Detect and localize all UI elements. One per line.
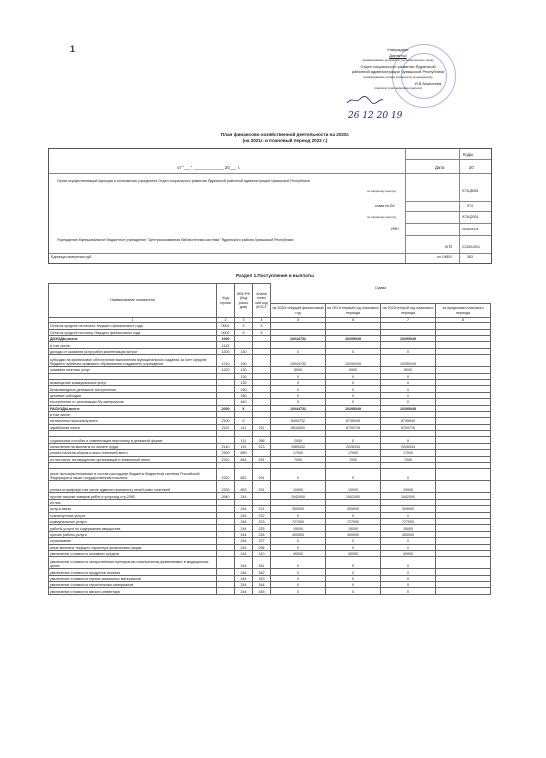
- row-value-cell: 0: [271, 512, 326, 518]
- row-name-cell: работы,услуги по содержанию имущества: [49, 525, 217, 531]
- row-value-cell: 0: [381, 469, 436, 481]
- col-header-code: Код строки: [217, 284, 235, 318]
- section-title: Раздел 1.Поступления и выплаты: [236, 273, 314, 278]
- row-value-cell: 8494732: [271, 418, 326, 424]
- kpp-value: 213901001: [462, 245, 480, 249]
- row-value-cell: 291: [253, 481, 271, 493]
- glava-label: глава по БК: [375, 204, 395, 208]
- table-row: [49, 355, 491, 367]
- row-name-cell: увеличение стоимости продуктов питания: [49, 569, 217, 575]
- row-value-cell: 17000: [326, 450, 381, 456]
- row-name-cell: Остаток средств на начало текущего финансового года: [49, 323, 217, 329]
- col-header-beyond: за пределами планового периода: [436, 304, 491, 318]
- row-value-cell: 0: [381, 588, 436, 594]
- row-name-cell: увеличение стоимости строительных материалов: [49, 582, 217, 588]
- row-value-cell: 0: [381, 348, 436, 354]
- glava-value: 974: [467, 204, 473, 208]
- row-value-cell: 0: [326, 582, 381, 588]
- row-value-cell: 0: [271, 557, 326, 569]
- row-value-cell: 850: [235, 450, 253, 456]
- row-value-cell: 343: [253, 575, 271, 581]
- row-value-cell: 310: [253, 550, 271, 556]
- row-value-cell: Х: [235, 405, 253, 411]
- row-name-cell: социальные пособия и компенсации персоналу в денежной форме: [49, 437, 217, 443]
- codes-label: Коды: [463, 152, 474, 157]
- row-value-cell: 244: [235, 525, 253, 531]
- row-value-cell: [436, 469, 491, 481]
- row-value-cell: 0: [381, 399, 436, 405]
- col-number: 6: [326, 318, 381, 323]
- row-name-cell: ДОХОДЫ,всего:: [49, 335, 217, 341]
- row-value-cell: 727000: [326, 518, 381, 524]
- row-value-cell: 15000: [381, 525, 436, 531]
- row-name-cell: доходы от оказания услуг,работ,компенсации затрат: [49, 348, 217, 354]
- row-value-cell: 341: [253, 557, 271, 569]
- approval-date: 26 12 20 19: [348, 111, 403, 121]
- row-value-cell: 0: [271, 348, 326, 354]
- row-value-cell: 0: [326, 469, 381, 481]
- svr-label: по сводному реестру: [367, 189, 397, 193]
- plan-title: [170, 132, 400, 144]
- row-value-cell: [436, 355, 491, 367]
- row-value-cell: 0: [326, 575, 381, 581]
- header-block: [48, 148, 492, 264]
- row-value-cell: 2026334: [381, 443, 436, 449]
- unit-label: Единица измерения руб: [51, 255, 92, 259]
- row-value-cell: 10290049: [326, 355, 381, 367]
- row-value-cell: 0: [271, 379, 326, 385]
- row-value-cell: [436, 557, 491, 569]
- col-number: 7: [381, 318, 436, 323]
- row-value-cell: 6709715: [381, 424, 436, 430]
- row-value-cell: 10290049: [381, 355, 436, 367]
- row-value-cell: 0: [326, 538, 381, 544]
- okei-value: 383: [467, 255, 473, 259]
- row-value-cell: 244: [235, 512, 253, 518]
- row-value-cell: 0: [271, 373, 326, 379]
- row-name-cell: увеличение стоимости горюче-смазочных материалов: [49, 575, 217, 581]
- row-value-cell: 10044732: [271, 405, 326, 411]
- row-value-cell: 40000: [381, 550, 436, 556]
- row-value-cell: 7000: [381, 456, 436, 462]
- row-value-cell: 10295049: [326, 405, 381, 411]
- row-name-cell: увеличение стоимости мягкого инвентаря: [49, 588, 217, 594]
- row-value-cell: 40000: [271, 550, 326, 556]
- row-name-cell: целевые субсидии: [49, 392, 217, 398]
- row-value-cell: 244: [235, 518, 253, 524]
- row-value-cell: Х: [235, 418, 253, 424]
- approval-line: (подпись) (расшифровка подписи): [374, 86, 422, 91]
- row-value-cell: 223: [253, 518, 271, 524]
- row-name-cell: РАСХОДЫ,всего:: [49, 405, 217, 411]
- row-value-cell: 0: [271, 582, 326, 588]
- row-name-cell: в том числе:: [49, 411, 217, 417]
- row-value-cell: 0: [381, 386, 436, 392]
- row-value-cell: 10000: [326, 481, 381, 493]
- col-number: 1: [49, 318, 217, 323]
- row-value-cell: 0: [271, 575, 326, 581]
- institution-label: Учреждение Муниципальное бюджетное учреждение "Централизованная библиотечная система" Ядринского района Чувашской Республики: [57, 238, 294, 242]
- date-line: от "___" _____________ 20___ г.: [177, 165, 240, 170]
- row-name-cell: начисления на выплаты по оплате труда: [49, 443, 217, 449]
- row-value-cell: Х: [235, 329, 253, 335]
- table-row: [49, 469, 491, 481]
- row-value-cell: 244: [235, 544, 253, 550]
- row-value-cell: 305000: [271, 506, 326, 512]
- row-value-cell: 8735049: [381, 418, 436, 424]
- row-value-cell: 244: [235, 506, 253, 512]
- col-number: 2: [217, 318, 235, 323]
- row-value-cell: 400000: [381, 531, 436, 537]
- row-value-cell: 400000: [326, 531, 381, 537]
- row-value-cell: 0: [326, 386, 381, 392]
- approval-line: Утверждаю:: [386, 47, 410, 52]
- row-value-cell: 0: [326, 348, 381, 354]
- row-value-cell: 10295049: [381, 335, 436, 341]
- row-value-cell: 291: [253, 456, 271, 462]
- row-value-cell: 244: [235, 582, 253, 588]
- row-value-cell: 400000: [271, 531, 326, 537]
- row-name-cell: из них:налог на имущество организаций и земельный налог: [49, 456, 217, 462]
- handwritten-signature: [345, 95, 385, 105]
- table-row: [49, 588, 491, 594]
- row-name-cell: поступления от реализации б/у материалов: [49, 399, 217, 405]
- row-value-cell: 2320: [217, 469, 235, 481]
- row-value-cell: 225: [253, 525, 271, 531]
- row-value-cell: 2100: [217, 418, 235, 424]
- row-value-cell: 10000: [381, 481, 436, 493]
- row-value-cell: 851: [235, 456, 253, 462]
- row-value-cell: 0: [271, 469, 326, 481]
- row-name-cell: уплата штрафов(в том числе административных),пеней,иных платежей: [49, 481, 217, 493]
- row-value-cell: 440: [235, 399, 253, 405]
- row-value-cell: 0: [381, 575, 436, 581]
- row-value-cell: 10044732: [271, 335, 326, 341]
- row-name-cell: оказания платных услуг: [49, 367, 217, 373]
- col-header-2021: на 2021г.первый год планового периода: [326, 304, 381, 318]
- row-value-cell: 15000: [271, 525, 326, 531]
- row-value-cell: 8735049: [326, 418, 381, 424]
- inn-label: ИНН: [391, 227, 399, 231]
- row-name-cell: субсидии на финансовое обеспечение выполнения муниципального задания за счет средств бюджета публично-правового образования,создавшего учреждение: [49, 355, 217, 367]
- row-value-cell: 0: [326, 399, 381, 405]
- row-value-cell: 0: [381, 512, 436, 518]
- row-value-cell: 244: [235, 575, 253, 581]
- row-value-cell: 226: [253, 531, 271, 537]
- col-number: 8: [436, 318, 491, 323]
- row-value-cell: 853: [235, 481, 253, 493]
- row-value-cell: 2300: [217, 450, 235, 456]
- row-value-cell: 0: [381, 538, 436, 544]
- approval-line: И.В.Моисеева: [414, 80, 442, 86]
- row-value-cell: 130: [235, 355, 253, 367]
- row-value-cell: 211: [253, 424, 271, 430]
- row-value-cell: 5000: [381, 367, 436, 373]
- row-value-cell: 244: [235, 569, 253, 575]
- row-value-cell: 0: [381, 392, 436, 398]
- row-value-cell: 0: [326, 544, 381, 550]
- row-name-cell: в том числе:: [49, 342, 217, 348]
- page-number: 1: [70, 44, 76, 54]
- col-number: 5: [271, 318, 326, 323]
- row-value-cell: [436, 481, 491, 493]
- row-value-cell: 244: [235, 538, 253, 544]
- approval-line: Отдел социального развития Ядринской: [360, 63, 436, 69]
- inn-value: 2119004445: [462, 227, 479, 231]
- row-value-cell: 0: [271, 544, 326, 550]
- row-name-cell: транспортные услуги: [49, 512, 217, 518]
- row-value-cell: 2026334: [326, 443, 381, 449]
- row-value-cell: 130: [235, 348, 253, 354]
- row-value-cell: 2110: [217, 424, 235, 430]
- row-value-cell: 0: [326, 588, 381, 594]
- row-value-cell: 130: [235, 373, 253, 379]
- row-value-cell: 2140: [217, 443, 235, 449]
- row-value-cell: 0: [381, 379, 436, 385]
- row-value-cell: Х: [253, 323, 271, 329]
- row-name-cell: из них:: [49, 499, 217, 505]
- row-value-cell: 5000: [271, 367, 326, 373]
- approval-line: (наименование органа-учредителя (учреждения)): [363, 74, 433, 79]
- row-value-cell: 1542000: [326, 493, 381, 499]
- row-value-cell: 0: [381, 582, 436, 588]
- row-value-cell: 2000: [217, 405, 235, 411]
- col-header-name: Наименование показателя: [49, 284, 217, 318]
- row-value-cell: 0: [271, 588, 326, 594]
- row-value-cell: 15000: [326, 525, 381, 531]
- row-value-cell: 0: [381, 544, 436, 550]
- row-value-cell: Х: [253, 329, 271, 335]
- row-name-cell: на выплаты персоналу,всего: [49, 418, 217, 424]
- row-value-cell: 221: [253, 506, 271, 512]
- row-name-cell: иные налоги(включаемые в состав расходов)в бюджеты бюджетной системы Российской Федерации,а также государственная пошлина: [49, 469, 217, 481]
- row-value-cell: 727000: [381, 518, 436, 524]
- row-value-cell: 0: [381, 569, 436, 575]
- row-value-cell: 119: [235, 443, 253, 449]
- row-name-cell: безвозмездные денежные поступления: [49, 386, 217, 392]
- row-value-cell: 150: [235, 386, 253, 392]
- finance-table: [48, 283, 491, 595]
- row-value-cell: [217, 557, 235, 569]
- row-value-cell: 40000: [326, 550, 381, 556]
- approval-line: районной администрации Чувашской Республики: [351, 69, 445, 75]
- row-value-cell: 0002: [217, 329, 235, 335]
- row-value-cell: Х: [235, 323, 253, 329]
- row-value-cell: [253, 355, 271, 367]
- row-value-cell: 342: [253, 569, 271, 575]
- row-value-cell: 1210: [217, 355, 235, 367]
- col-header-2022: на 2022г.второй год планового периода: [381, 304, 436, 318]
- row-value-cell: 0: [326, 437, 381, 443]
- row-value-cell: 2000: [271, 437, 326, 443]
- row-value-cell: 1110: [217, 342, 235, 348]
- row-value-cell: 345: [253, 588, 271, 594]
- row-name-cell: прочие работы,услуги: [49, 531, 217, 537]
- row-value-cell: 2330: [217, 481, 235, 493]
- row-value-cell: 0: [326, 379, 381, 385]
- row-name-cell: увеличение стоимости лекарственных препаратов и материалов,применяемых в медицинских целях: [49, 557, 217, 569]
- row-value-cell: 296: [253, 544, 271, 550]
- row-name-cell: услуги связи: [49, 506, 217, 512]
- plan-title-line1: План финансово-хозяйственной деятельности на 2020г.: [220, 132, 350, 137]
- row-value-cell: 111: [235, 437, 253, 443]
- row-value-cell: 244: [235, 493, 253, 499]
- row-value-cell: 10295049: [326, 335, 381, 341]
- row-value-cell: 0001: [217, 323, 235, 329]
- row-value-cell: 180: [235, 392, 253, 398]
- row-value-cell: 0: [326, 569, 381, 575]
- row-value-cell: 244: [235, 531, 253, 537]
- row-value-cell: 2310: [217, 456, 235, 462]
- row-value-cell: 244: [235, 550, 253, 556]
- row-value-cell: [436, 588, 491, 594]
- row-value-cell: 10000: [271, 481, 326, 493]
- row-value-cell: 244: [235, 588, 253, 594]
- col-number: 3: [235, 318, 253, 323]
- row-value-cell: 0: [271, 392, 326, 398]
- row-value-cell: 0: [271, 538, 326, 544]
- approval-line: Директор: [389, 52, 407, 58]
- row-value-cell: 7000: [271, 456, 326, 462]
- row-value-cell: 244: [235, 557, 253, 569]
- col-number: 4: [253, 318, 271, 323]
- row-value-cell: 0: [271, 399, 326, 405]
- row-value-cell: 2640: [217, 493, 235, 499]
- plan-title-line2: (на 2021г. и плановый период 2022 г.): [242, 138, 328, 143]
- svr2-label: по сводному реестру: [367, 215, 397, 219]
- col-header-sum: Сумма: [374, 286, 387, 291]
- row-value-cell: 0: [326, 557, 381, 569]
- table-row: [49, 481, 491, 493]
- row-value-cell: 1969432: [271, 443, 326, 449]
- row-value-cell: 0: [271, 569, 326, 575]
- row-name-cell: прочие закупки товаров,работ и услуг,код стр.2080: [49, 493, 217, 499]
- row-value-cell: 291: [253, 469, 271, 481]
- col-header-kbk: КБК РФ (Код расхо дов): [235, 284, 253, 318]
- row-value-cell: 1200: [217, 348, 235, 354]
- row-value-cell: 0: [326, 512, 381, 518]
- row-value-cell: 0: [326, 373, 381, 379]
- okei-label: по ОКЕИ: [437, 255, 452, 259]
- row-name-cell: возмещение коммунальных услуг: [49, 379, 217, 385]
- kpp-label: КПП: [445, 245, 453, 249]
- row-name-cell: иные выплаты текущего характера физическим лицам: [49, 544, 217, 550]
- row-value-cell: 5000: [326, 367, 381, 373]
- row-value-cell: 1542000: [381, 493, 436, 499]
- row-value-cell: 1220: [217, 367, 235, 373]
- organ-label: Орган,осуществляющий функции и полномочия учредителя Отдел социального развития Ядринской районной администрации Чувашской Республики: [57, 179, 310, 183]
- row-value-cell: 227: [253, 538, 271, 544]
- row-value-cell: 1542000: [271, 493, 326, 499]
- approval-line: (наименование должности уполномоченного лица): [362, 58, 434, 63]
- row-value-cell: 0: [326, 392, 381, 398]
- row-value-cell: [217, 588, 235, 594]
- row-name-cell: уплата налогов,сборов и иных платежей,всего: [49, 450, 217, 456]
- date-value: 20: [469, 165, 474, 170]
- row-value-cell: 213: [253, 443, 271, 449]
- row-value-cell: 17000: [271, 450, 326, 456]
- row-name-cell: увеличение стоимости основных средств: [49, 550, 217, 556]
- date-label: Дата: [435, 165, 445, 170]
- row-value-cell: 0: [381, 557, 436, 569]
- row-name-cell: Остаток средств на конец текущего финансового года: [49, 329, 217, 335]
- row-value-cell: 10044732: [271, 355, 326, 367]
- row-value-cell: 727000: [271, 518, 326, 524]
- row-value-cell: 111: [235, 424, 253, 430]
- table-row: [49, 557, 491, 569]
- row-value-cell: 305000: [381, 506, 436, 512]
- row-value-cell: 1000: [217, 335, 235, 341]
- row-value-cell: 222: [253, 512, 271, 518]
- row-value-cell: 0: [381, 373, 436, 379]
- row-value-cell: 344: [253, 582, 271, 588]
- row-value-cell: 0: [271, 386, 326, 392]
- col-header-2020: на 2020г.текущий финансовый год: [271, 304, 326, 318]
- row-value-cell: 7000: [326, 456, 381, 462]
- svr-value: 973Ц8081: [462, 189, 479, 193]
- row-name-cell: страхование: [49, 538, 217, 544]
- row-value-cell: 0: [381, 437, 436, 443]
- row-value-cell: 130: [235, 367, 253, 373]
- approval-block: [318, 47, 478, 92]
- row-value-cell: 130: [235, 379, 253, 385]
- svr2-value: 973Ц2001: [462, 215, 479, 219]
- row-name-cell: заработная плата: [49, 424, 217, 430]
- row-value-cell: 6709715: [326, 424, 381, 430]
- row-value-cell: 852: [235, 469, 253, 481]
- row-value-cell: 17000: [381, 450, 436, 456]
- row-value-cell: 305000: [326, 506, 381, 512]
- row-value-cell: 266: [253, 437, 271, 443]
- row-value-cell: 10295049: [381, 405, 436, 411]
- row-name-cell: коммунальные услуги: [49, 518, 217, 524]
- col-header-kosgu: Анали тичес кий код (КОСГ: [253, 284, 271, 318]
- row-value-cell: 6518300: [271, 424, 326, 430]
